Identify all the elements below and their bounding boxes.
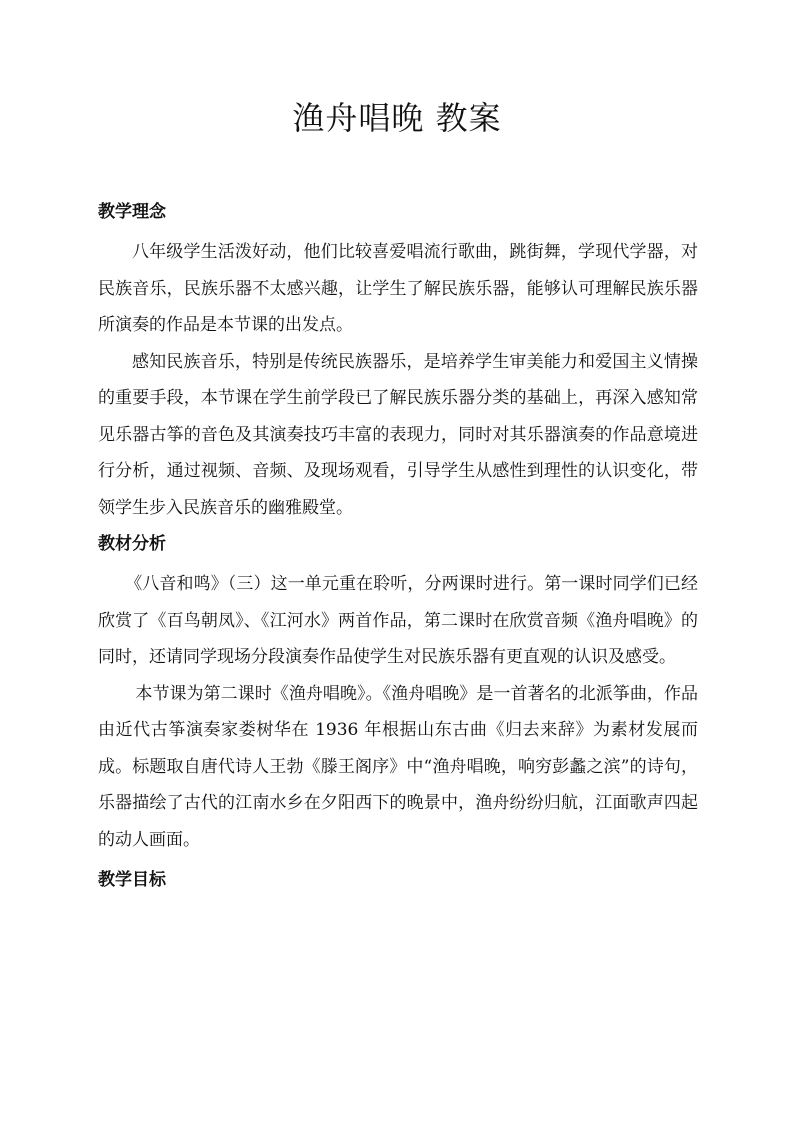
section-textbook-analysis xyxy=(98,530,698,858)
paragraph: 《八音和鸣》（三）这一单元重在聆听，分两课时进行。第一课时同学们已经欣赏了《百鸟朝凤》、《江河水》两首作品，第二课时在欣赏音频《渔舟唱晚》的同时，还请同学现场分段演奏作品使学生对民族乐器有更直观的认识及感受。 xyxy=(98,574,698,667)
section-heading: 教学目标 xyxy=(98,870,166,890)
section-teaching-philosophy xyxy=(98,198,698,526)
document-title: 渔舟唱晚 教案 xyxy=(292,99,502,137)
paragraph: 本节课为第二课时《渔舟唱晚》。《渔舟唱晚》是一首著名的北派筝曲，作品由近代古筝演奏家娄树华在 1936 年根据山东古曲《归去来辞》为素材发展而成。标题取自唐代诗人王勃《滕王阁序》中“渔舟唱晚，响穷彭蠡之滨”的诗句，乐器描绘了古代的江南水乡在夕阳西下的晚景中，渔舟纷纷归航，江面歌声四起的动人画面。 xyxy=(98,683,698,850)
section-heading: 教学理念 xyxy=(98,202,166,222)
paragraph: 感知民族音乐，特别是传统民族器乐，是培养学生审美能力和爱国主义情操的重要手段，本节课在学生前学段已了解民族乐器分类的基础上，再深入感知常见乐器古筝的音色及其演奏技巧丰富的表现力，同时对其乐器演奏的作品意境进行分析，通过视频、音频、及现场观看，引导学生从感性到理性的认识变化，带领学生步入民族音乐的幽雅殿堂。 xyxy=(98,351,698,518)
paragraph: 八年级学生活泼好动，他们比较喜爱唱流行歌曲，跳街舞，学现代学器，对民族音乐，民族乐器不太感兴趣，让学生了解民族乐器，能够认可理解民族乐器所演奏的作品是本节课的出发点。 xyxy=(98,242,698,335)
section-teaching-objectives xyxy=(98,866,698,894)
section-heading: 教材分析 xyxy=(98,534,166,554)
document-body xyxy=(98,198,698,902)
